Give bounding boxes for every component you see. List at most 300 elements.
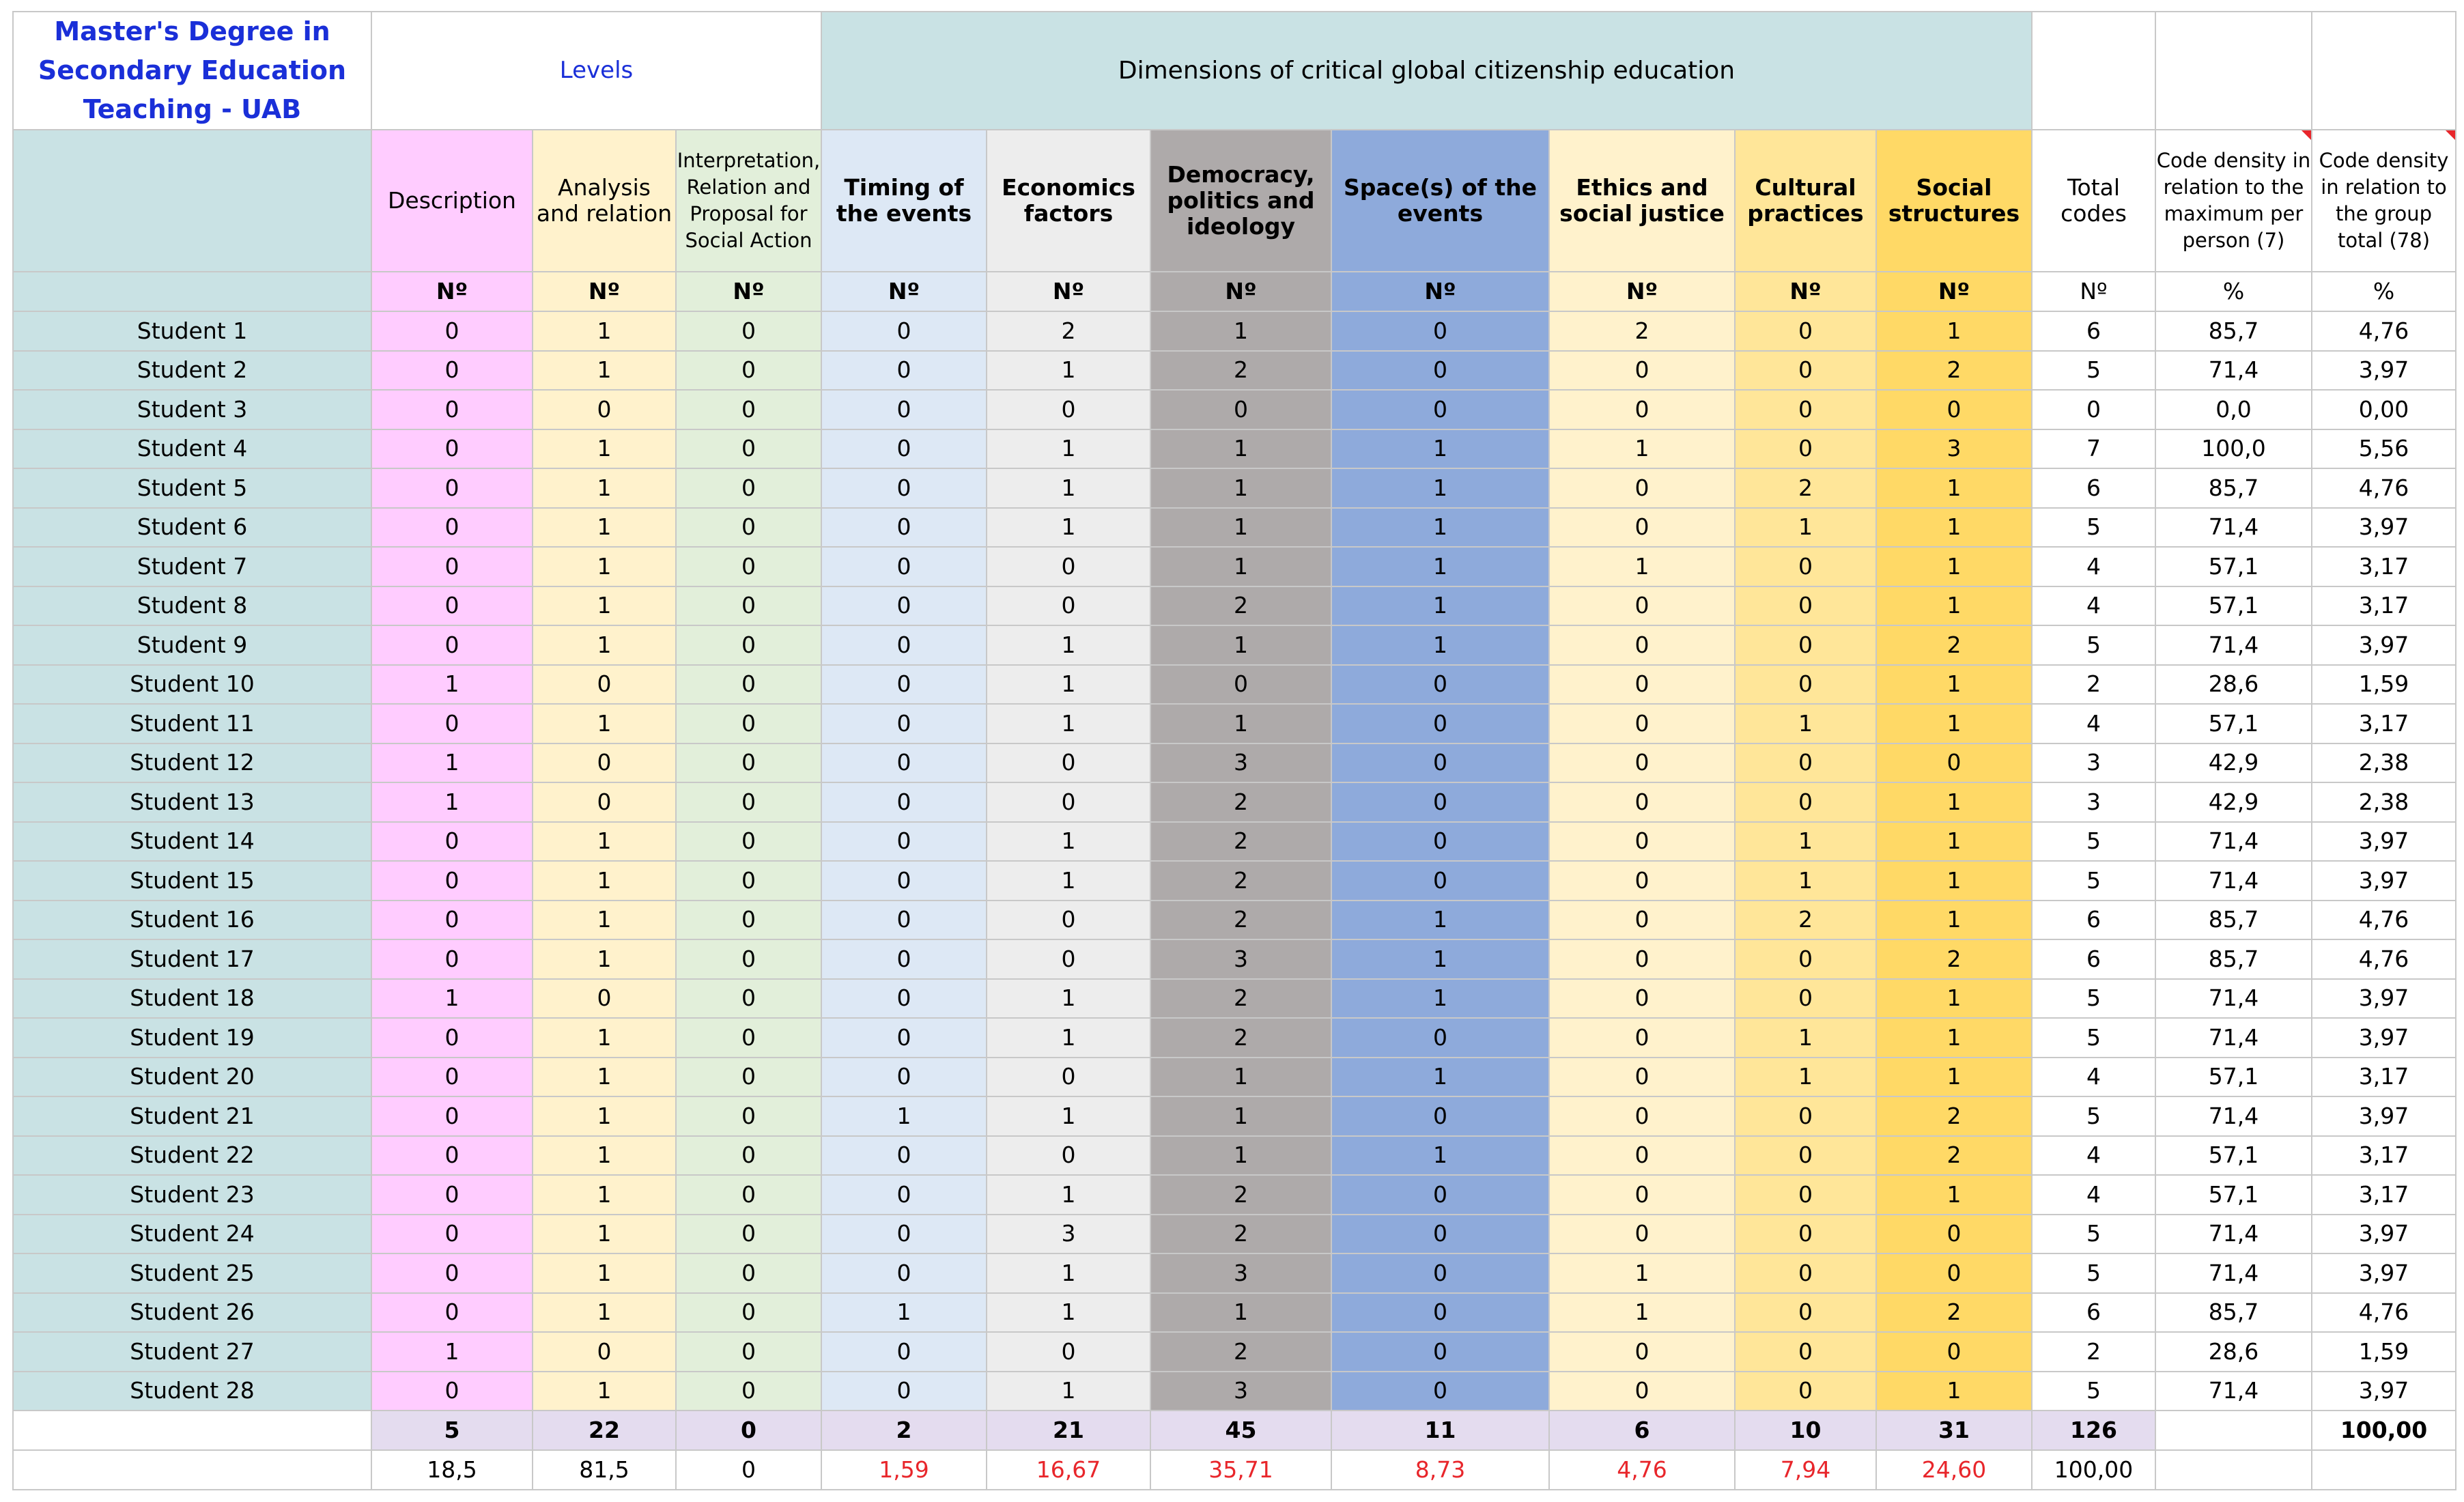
table-cell: 1	[533, 1372, 676, 1411]
table-cell: 2	[1876, 1136, 2032, 1176]
table-cell: 1	[1331, 979, 1549, 1019]
table-cell: 1	[1735, 861, 1876, 901]
table-cell: 0	[1331, 822, 1549, 862]
table-cell: 1	[533, 1175, 676, 1215]
table-cell: 1	[821, 1096, 987, 1136]
empty-header-cell	[2312, 12, 2456, 130]
table-cell: 1	[1150, 311, 1331, 351]
student-label: Student 21	[13, 1096, 371, 1136]
table-cell: 0	[371, 586, 533, 626]
table-cell: 6	[2032, 468, 2155, 508]
table-cell: 0	[1549, 822, 1735, 862]
table-cell: 1	[1876, 1175, 2032, 1215]
table-cell: 0	[1331, 1175, 1549, 1215]
table-cell: 1	[1876, 704, 2032, 743]
table-cell: 2	[1150, 979, 1331, 1019]
col-header-space: Space(s) of the events	[1331, 130, 1549, 272]
total-cell: 10	[1735, 1411, 1876, 1450]
table-row	[13, 1293, 2456, 1333]
table-cell: 71,4	[2155, 822, 2312, 862]
table-cell: 5	[2032, 1096, 2155, 1136]
table-cell: 2	[1150, 822, 1331, 862]
percentage-cell	[2312, 1450, 2456, 1490]
table-cell: 42,9	[2155, 782, 2312, 822]
table-cell: 85,7	[2155, 468, 2312, 508]
table-cell: 1	[987, 468, 1150, 508]
table-cell: 0	[1549, 901, 1735, 940]
table-cell: 0	[1331, 1332, 1549, 1372]
percentage-cell: 18,5	[371, 1450, 533, 1490]
table-cell: 3,97	[2312, 861, 2456, 901]
table-cell: 7	[2032, 429, 2155, 469]
table-cell: 0	[1735, 1175, 1876, 1215]
table-cell: 4	[2032, 586, 2155, 626]
table-cell: 0	[1549, 1215, 1735, 1254]
table-cell: 1	[1549, 429, 1735, 469]
table-cell: 71,4	[2155, 1253, 2312, 1293]
table-cell: 71,4	[2155, 1372, 2312, 1411]
table-cell: 0	[1549, 1372, 1735, 1411]
table-cell: 0	[371, 1372, 533, 1411]
col-header-timing: Timing of the events	[821, 130, 987, 272]
table-cell: 2	[1876, 939, 2032, 979]
table-cell: 0	[676, 1215, 821, 1254]
col-header-cultural: Cultural practices	[1735, 130, 1876, 272]
table-cell: 0	[1331, 1293, 1549, 1333]
table-cell: 1	[371, 665, 533, 705]
table-cell: 0	[1549, 979, 1735, 1019]
table-cell: 2	[1549, 311, 1735, 351]
table-cell: 1	[1876, 468, 2032, 508]
table-cell: 0	[1735, 1372, 1876, 1411]
table-cell: 5	[2032, 351, 2155, 391]
table-row	[13, 586, 2456, 626]
student-label: Student 7	[13, 547, 371, 586]
table-cell: 0	[1331, 665, 1549, 705]
unit-cell: Nº	[676, 272, 821, 311]
table-row	[13, 351, 2456, 391]
table-cell: 0	[987, 939, 1150, 979]
table-cell: 85,7	[2155, 939, 2312, 979]
table-row	[13, 1215, 2456, 1254]
student-label: Student 26	[13, 1293, 371, 1333]
table-row	[13, 822, 2456, 862]
table-cell: 0	[371, 429, 533, 469]
percentage-cell: 8,73	[1331, 1450, 1549, 1490]
table-cell: 1	[533, 901, 676, 940]
total-cell: 100,00	[2312, 1411, 2456, 1450]
table-cell: 1	[1549, 1293, 1735, 1333]
table-row	[13, 704, 2456, 743]
table-cell: 0	[1735, 1136, 1876, 1176]
table-cell: 0	[371, 390, 533, 429]
table-cell: 0	[1331, 782, 1549, 822]
table-cell: 1	[987, 704, 1150, 743]
table-cell: 3,97	[2312, 979, 2456, 1019]
table-cell: 0	[821, 704, 987, 743]
table-cell: 1	[1876, 1058, 2032, 1097]
table-cell: 0	[1876, 390, 2032, 429]
table-cell: 1	[1150, 1096, 1331, 1136]
table-cell: 1	[1331, 1058, 1549, 1097]
table-cell: 6	[2032, 901, 2155, 940]
table-cell: 0	[1331, 1372, 1549, 1411]
table-cell: 1	[1150, 547, 1331, 586]
table-cell: 5	[2032, 861, 2155, 901]
table-cell: 1	[1150, 508, 1331, 548]
table-cell: 1	[533, 1293, 676, 1333]
table-cell: 1	[987, 1018, 1150, 1058]
table-cell: 4,76	[2312, 1293, 2456, 1333]
table-cell: 1	[533, 547, 676, 586]
table-cell: 1	[533, 939, 676, 979]
table-cell: 0	[821, 743, 987, 783]
student-label: Student 13	[13, 782, 371, 822]
table-cell: 1	[1876, 586, 2032, 626]
student-label: Student 4	[13, 429, 371, 469]
table-cell: 0	[1549, 1018, 1735, 1058]
table-cell: 0	[821, 1215, 987, 1254]
table-cell: 2	[1735, 901, 1876, 940]
table-cell: 0	[676, 665, 821, 705]
table-cell: 1	[1735, 1058, 1876, 1097]
table-cell: 0	[1549, 351, 1735, 391]
table-cell: 0	[533, 390, 676, 429]
table-cell: 0	[1735, 743, 1876, 783]
table-row	[13, 743, 2456, 783]
table-cell: 0	[676, 1293, 821, 1333]
table-cell: 0	[987, 1058, 1150, 1097]
table-cell: 3	[1150, 1372, 1331, 1411]
table-cell: 0	[1735, 625, 1876, 665]
percentage-cell: 4,76	[1549, 1450, 1735, 1490]
table-cell: 71,4	[2155, 625, 2312, 665]
table-row	[13, 625, 2456, 665]
table-cell: 4	[2032, 1058, 2155, 1097]
table-cell: 0	[821, 901, 987, 940]
table-cell: 3,97	[2312, 508, 2456, 548]
table-cell: 0	[371, 547, 533, 586]
student-label: Student 28	[13, 1372, 371, 1411]
table-cell: 1	[1331, 468, 1549, 508]
table-cell: 0	[533, 979, 676, 1019]
col-header-total: Total codes	[2032, 130, 2155, 272]
table-cell: 2	[1150, 1215, 1331, 1254]
table-cell: 0	[2032, 390, 2155, 429]
table-row	[13, 390, 2456, 429]
table-cell: 2	[1150, 1175, 1331, 1215]
table-cell: 0	[821, 939, 987, 979]
empty-header-cell	[2032, 12, 2155, 130]
empty-header-cell	[2155, 12, 2312, 130]
table-cell: 0	[821, 1058, 987, 1097]
table-cell: 0	[821, 311, 987, 351]
table-cell: 1	[987, 625, 1150, 665]
table-cell: 0	[371, 1293, 533, 1333]
table-cell: 0	[676, 743, 821, 783]
table-cell: 1	[371, 979, 533, 1019]
table-cell: 85,7	[2155, 311, 2312, 351]
table-cell: 2	[1150, 861, 1331, 901]
table-cell: 0	[1549, 1058, 1735, 1097]
table-row	[13, 311, 2456, 351]
table-cell: 3,17	[2312, 1058, 2456, 1097]
table-cell: 1	[987, 429, 1150, 469]
table-cell: 5	[2032, 1253, 2155, 1293]
table-cell: 0	[821, 1332, 987, 1372]
unit-cell: Nº	[821, 272, 987, 311]
table-cell: 0	[1331, 1215, 1549, 1254]
table-cell: 0	[676, 1018, 821, 1058]
table-cell: 3	[2032, 743, 2155, 783]
table-cell: 0	[1549, 468, 1735, 508]
col-header-analysis: Analysis and relation	[533, 130, 676, 272]
table-cell: 0	[1876, 1253, 2032, 1293]
unit-row-label	[13, 272, 371, 311]
table-cell: 1	[1331, 625, 1549, 665]
table-cell: 0	[987, 901, 1150, 940]
student-label: Student 2	[13, 351, 371, 391]
table-cell: 57,1	[2155, 1175, 2312, 1215]
table-cell: 1	[987, 1175, 1150, 1215]
table-cell: 0	[1549, 1175, 1735, 1215]
table-cell: 3,17	[2312, 586, 2456, 626]
table-cell: 0	[821, 429, 987, 469]
student-label: Student 10	[13, 665, 371, 705]
table-cell: 0	[821, 665, 987, 705]
table-cell: 0	[676, 822, 821, 862]
percentage-cell: 81,5	[533, 1450, 676, 1490]
table-cell: 0	[987, 1136, 1150, 1176]
student-label: Student 17	[13, 939, 371, 979]
table-cell: 0	[676, 468, 821, 508]
table-cell: 0	[371, 861, 533, 901]
table-cell: 0	[821, 1372, 987, 1411]
table-cell: 0	[1735, 665, 1876, 705]
table-cell: 3,97	[2312, 1018, 2456, 1058]
table-cell: 28,6	[2155, 665, 2312, 705]
table-cell: 1	[1876, 822, 2032, 862]
table-cell: 1	[371, 743, 533, 783]
table-cell: 2	[1876, 1293, 2032, 1333]
table-cell: 1	[987, 351, 1150, 391]
table-cell: 2	[1150, 351, 1331, 391]
table-cell: 1	[987, 508, 1150, 548]
table-cell: 0	[1150, 665, 1331, 705]
table-cell: 0	[821, 979, 987, 1019]
table-cell: 0	[676, 1372, 821, 1411]
table-cell: 0	[821, 1136, 987, 1176]
table-cell: 1	[1150, 1136, 1331, 1176]
table-cell: 0	[676, 429, 821, 469]
student-label: Student 3	[13, 390, 371, 429]
table-cell: 71,4	[2155, 1215, 2312, 1254]
table-cell: 1	[533, 1253, 676, 1293]
table-cell: 2	[1150, 782, 1331, 822]
table-cell: 0	[371, 1253, 533, 1293]
table-cell: 0	[371, 311, 533, 351]
table-row	[13, 939, 2456, 979]
table-cell: 0	[371, 1096, 533, 1136]
col-header-interpretation: Interpretation, Relation and Proposal for Social Action	[676, 130, 821, 272]
table-cell: 0	[821, 586, 987, 626]
table-cell: 0	[1735, 782, 1876, 822]
table-cell: 0	[1331, 1096, 1549, 1136]
table-cell: 0	[676, 390, 821, 429]
levels-header: Levels	[371, 12, 821, 130]
student-label: Student 1	[13, 311, 371, 351]
table-cell: 0	[1549, 782, 1735, 822]
table-cell: 1	[1876, 665, 2032, 705]
total-cell: 0	[676, 1411, 821, 1450]
table-cell: 3,97	[2312, 351, 2456, 391]
table-cell: 2	[1150, 1018, 1331, 1058]
table-cell: 0	[1876, 1332, 2032, 1372]
table-cell: 1	[1331, 939, 1549, 979]
table-cell: 0	[676, 508, 821, 548]
table-cell: 4,76	[2312, 468, 2456, 508]
table-cell: 4,76	[2312, 901, 2456, 940]
table-cell: 1	[533, 311, 676, 351]
table-cell: 1	[1331, 1136, 1549, 1176]
table-cell: 1	[533, 351, 676, 391]
table-cell: 2	[2032, 1332, 2155, 1372]
table-cell: 0	[1549, 1096, 1735, 1136]
table-cell: 1	[1150, 1058, 1331, 1097]
col-header-density-group: Code density in relation to the group total (78)	[2312, 130, 2456, 272]
table-cell: 1	[987, 665, 1150, 705]
table-cell: 42,9	[2155, 743, 2312, 783]
unit-cell: Nº	[371, 272, 533, 311]
percentage-cell: 24,60	[1876, 1450, 2032, 1490]
table-cell: 1	[1876, 979, 2032, 1019]
table-cell: 4	[2032, 1136, 2155, 1176]
table-cell: 1	[1735, 704, 1876, 743]
table-cell: 2	[1150, 586, 1331, 626]
table-cell: 0	[676, 586, 821, 626]
table-cell: 0	[371, 939, 533, 979]
table-cell: 0	[987, 1332, 1150, 1372]
table-cell: 0	[821, 468, 987, 508]
table-cell: 0	[1735, 1096, 1876, 1136]
unit-cell: Nº	[1150, 272, 1331, 311]
table-cell: 4	[2032, 547, 2155, 586]
table-cell: 1	[533, 822, 676, 862]
table-cell: 71,4	[2155, 1018, 2312, 1058]
table-cell: 71,4	[2155, 351, 2312, 391]
table-cell: 0	[676, 901, 821, 940]
table-cell: 1	[533, 1215, 676, 1254]
table-cell: 5	[2032, 625, 2155, 665]
table-cell: 1	[1876, 861, 2032, 901]
percentage-cell: 100,00	[2032, 1450, 2155, 1490]
col-header-description: Description	[371, 130, 533, 272]
table-cell: 1	[1331, 429, 1549, 469]
table-cell: 5	[2032, 508, 2155, 548]
col-header-density-person: Code density in relation to the maximum per person (7)	[2155, 130, 2312, 272]
table-cell: 2	[1150, 901, 1331, 940]
table-cell: 0	[676, 704, 821, 743]
table-cell: 57,1	[2155, 586, 2312, 626]
table-cell: 0	[821, 1175, 987, 1215]
table-cell: 0	[1876, 743, 2032, 783]
table-cell: 3,17	[2312, 704, 2456, 743]
table-cell: 0	[371, 1018, 533, 1058]
table-cell: 0	[1735, 390, 1876, 429]
total-cell: 6	[1549, 1411, 1735, 1450]
table-cell: 3,97	[2312, 625, 2456, 665]
table-cell: 0	[1735, 1253, 1876, 1293]
student-label: Student 25	[13, 1253, 371, 1293]
table-cell: 0	[676, 861, 821, 901]
total-cell: 5	[371, 1411, 533, 1450]
table-title: Master's Degree in Secondary Education Teaching - UAB	[13, 12, 371, 130]
student-label: Student 6	[13, 508, 371, 548]
table-cell: 2	[1876, 625, 2032, 665]
table-cell: 1	[1331, 901, 1549, 940]
table-cell: 1	[533, 508, 676, 548]
table-cell: 0	[1735, 547, 1876, 586]
table-cell: 1	[1150, 625, 1331, 665]
table-cell: 0	[1549, 390, 1735, 429]
table-cell: 57,1	[2155, 547, 2312, 586]
table-cell: 71,4	[2155, 979, 2312, 1019]
percentage-cell	[2155, 1450, 2312, 1490]
table-cell: 57,1	[2155, 1136, 2312, 1176]
table-cell: 85,7	[2155, 1293, 2312, 1333]
table-cell: 0	[676, 939, 821, 979]
table-cell: 0	[1735, 1293, 1876, 1333]
table-cell: 1	[1331, 547, 1549, 586]
table-cell: 2	[1735, 468, 1876, 508]
table-cell: 1	[987, 979, 1150, 1019]
table-cell: 4	[2032, 704, 2155, 743]
table-row	[13, 1096, 2456, 1136]
table-cell: 1	[1876, 782, 2032, 822]
percentage-cell: 0	[676, 1450, 821, 1490]
table-cell: 0	[1331, 743, 1549, 783]
table-cell: 3	[1150, 939, 1331, 979]
table-cell: 0	[1549, 625, 1735, 665]
unit-cell: %	[2312, 272, 2456, 311]
table-cell: 1	[533, 704, 676, 743]
table-cell: 1	[371, 782, 533, 822]
table-cell: 0	[1735, 429, 1876, 469]
table-cell: 1	[533, 861, 676, 901]
table-cell: 0	[1735, 311, 1876, 351]
totals-row	[13, 1411, 2456, 1450]
table-cell: 0	[676, 351, 821, 391]
table-cell: 2	[987, 311, 1150, 351]
col-header-democracy: Democracy, politics and ideology	[1150, 130, 1331, 272]
table-cell: 4,76	[2312, 939, 2456, 979]
table-cell: 1	[1876, 901, 2032, 940]
table-row	[13, 1058, 2456, 1097]
unit-cell: Nº	[533, 272, 676, 311]
percentages-label-cell	[13, 1450, 371, 1490]
table-cell: 3,17	[2312, 1175, 2456, 1215]
table-cell: 0	[1876, 1215, 2032, 1254]
total-cell: 2	[821, 1411, 987, 1450]
table-row	[13, 429, 2456, 469]
table-cell: 5	[2032, 1372, 2155, 1411]
table-cell: 6	[2032, 1293, 2155, 1333]
table-cell: 0	[1549, 743, 1735, 783]
table-cell: 2	[2032, 665, 2155, 705]
col-header-ethics: Ethics and social justice	[1549, 130, 1735, 272]
table-cell: 71,4	[2155, 861, 2312, 901]
dimensions-header: Dimensions of critical global citizenship education	[821, 12, 2032, 130]
